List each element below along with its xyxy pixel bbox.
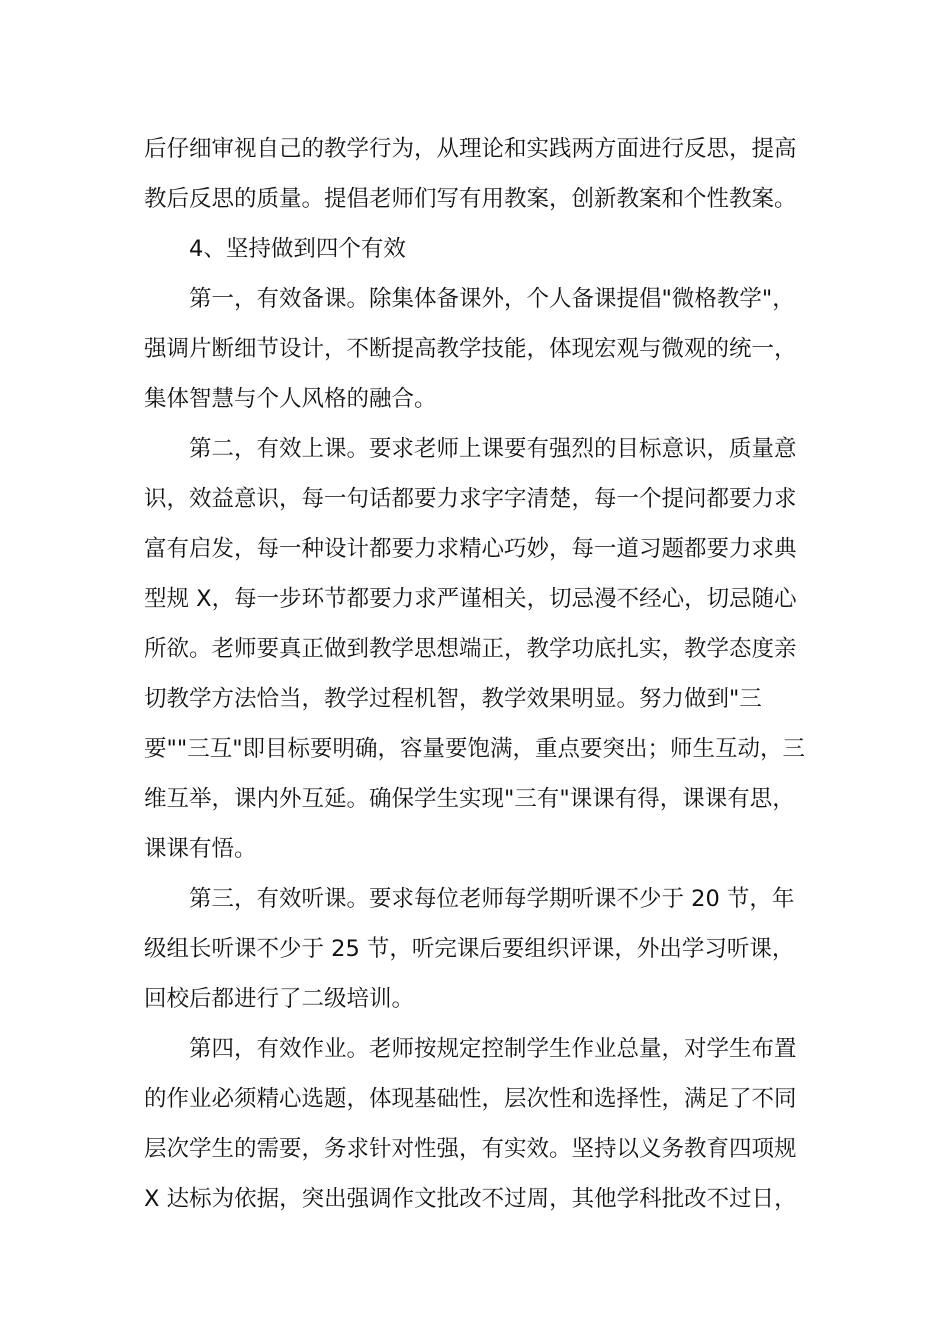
text-line: 要""三互"即目标要明确，容量要饱满，重点要突出；师生互动，三 <box>144 736 806 762</box>
text-line: 维互举，课内外互延。确保学生实现"三有"课课有得，课课有思， <box>144 786 795 812</box>
paragraph-first-line: 第一，有效备课。除集体备课外，个人备课提倡"微格教学"， <box>189 286 795 312</box>
text-line: 后仔细审视自己的教学行为，从理论和实践两方面进行反思，提高 <box>144 136 797 162</box>
paragraph-first-line: 第三，有效听课。要求每位老师每学期听课不少于 20 节，年 <box>189 886 795 912</box>
section-heading: 4、坚持做到四个有效 <box>189 236 406 262</box>
text-line: 富有启发，每一种设计都要力求精心巧妙，每一道习题都要力求典 <box>144 536 797 562</box>
text-line: 级组长听课不少于 25 节，听完课后要组织评课，外出学习听课， <box>144 936 795 962</box>
text-line: 课课有悟。 <box>144 836 257 862</box>
text-line: 型规 X，每一步环节都要力求严谨相关，切忌漫不经心，切忌随心 <box>144 586 797 612</box>
paragraph-first-line: 第二，有效上课。要求老师上课要有强烈的目标意识，质量意 <box>189 436 797 462</box>
text-line: 层次学生的需要，务求针对性强，有实效。坚持以义务教育四项规 <box>144 1136 797 1162</box>
document-body <box>144 124 810 1224</box>
text-line: X 达标为依据，突出强调作文批改不过周，其他学科批改不过日， <box>144 1186 797 1212</box>
text-line: 教后反思的质量。提倡老师们写有用教案，创新教案和个性教案。 <box>144 186 797 212</box>
text-line: 集体智慧与个人风格的融合。 <box>144 386 437 412</box>
text-line: 切教学方法恰当，教学过程机智，教学效果明显。努力做到"三 <box>144 686 762 712</box>
text-line: 识，效益意识，每一句话都要力求字字清楚，每一个提问都要力求 <box>144 486 797 512</box>
text-line: 的作业必须精心选题，体现基础性，层次性和选择性，满足了不同 <box>144 1086 797 1112</box>
paragraph-first-line: 第四，有效作业。老师按规定控制学生作业总量，对学生布置 <box>189 1036 797 1062</box>
text-line: 所欲。老师要真正做到教学思想端正，教学功底扎实，教学态度亲 <box>144 636 797 662</box>
text-line: 回校后都进行了二级培训。 <box>144 986 415 1012</box>
text-line: 强调片断细节设计，不断提高教学技能，体现宏观与微观的统一， <box>144 336 797 362</box>
